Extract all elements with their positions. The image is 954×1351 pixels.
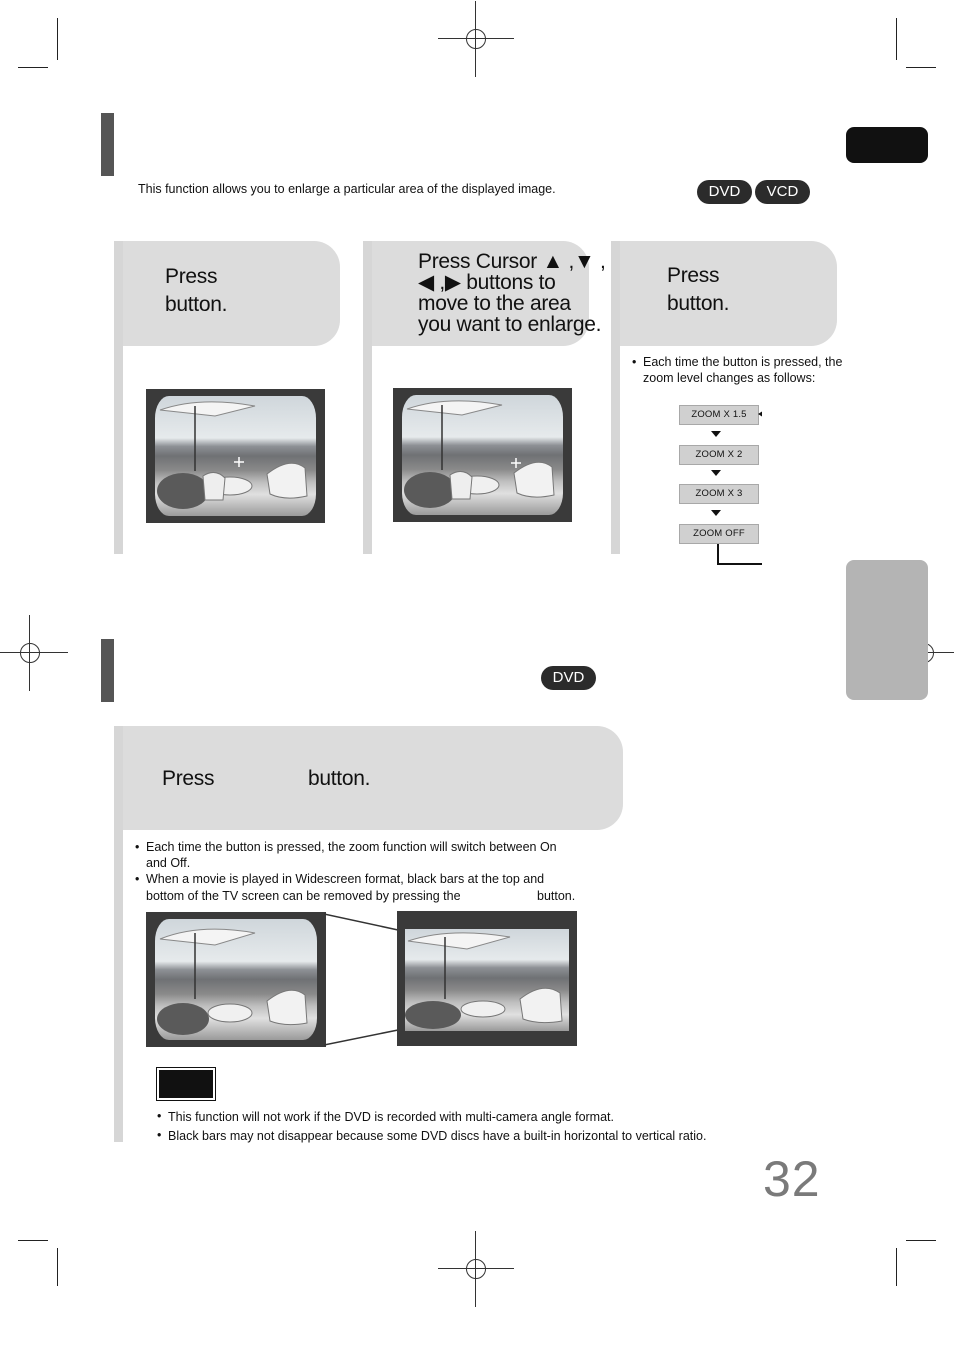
section-title-bar (101, 113, 114, 176)
intro-text: This function allows you to enlarge a particular area of the displayed image. (138, 182, 556, 196)
patio-image (155, 396, 316, 516)
bullet1-line1: Each time the button is pressed, the zoom function will switch between On (146, 840, 557, 854)
widescreen-before-photo (146, 912, 326, 1047)
step2-line2: ◀ ,▶ buttons to (418, 271, 556, 294)
zoom-level-off: ZOOM OFF (679, 524, 759, 544)
crop-mark (57, 1248, 58, 1286)
bullet-icon: • (157, 1109, 162, 1123)
step3-note-line1: Each time the button is pressed, the (643, 355, 843, 369)
crop-mark (906, 1240, 936, 1241)
bullet-icon: • (157, 1128, 162, 1142)
patio-image-enlarged (405, 929, 569, 1031)
step3-bar (611, 241, 620, 554)
umbrella-scene (155, 919, 317, 1040)
step1-press: Press (165, 265, 218, 288)
crop-mark (896, 18, 897, 60)
note-line1: This function will not work if the DVD is recorded with multi-camera angle format. (168, 1110, 614, 1124)
section2-button: button. (308, 767, 371, 790)
zoom-level-2: ZOOM X 2 (679, 445, 759, 465)
registration-mark (438, 1231, 514, 1307)
step3-button: button. (667, 292, 730, 315)
umbrella-scene (405, 929, 569, 1031)
bullet2-line2: bottom of the TV screen can be removed by pressing the (146, 889, 461, 903)
widescreen-after-photo (397, 911, 577, 1046)
dvd-badge: DVD (697, 180, 752, 204)
step1-bar (114, 241, 123, 554)
loop-arrow (712, 408, 762, 568)
zoom-level-3: ZOOM X 3 (679, 484, 759, 504)
step2-line4: you want to enlarge. (418, 313, 602, 336)
crop-mark (18, 1240, 48, 1241)
step1-photo (146, 389, 325, 523)
zoom-level-1: ZOOM X 1.5 (679, 405, 759, 425)
step3-bullet: • (632, 355, 637, 369)
crop-mark (906, 67, 936, 68)
bullet2-line3: button. (537, 889, 576, 903)
step1-button: button. (165, 293, 228, 316)
vcd-badge: VCD (755, 180, 810, 204)
step2-photo (393, 388, 572, 522)
page-number: 32 (763, 1151, 821, 1207)
umbrella-scene (155, 396, 316, 516)
step3-press: Press (667, 264, 720, 287)
step3-note-line2: zoom level changes as follows: (643, 371, 816, 385)
dvd-badge: DVD (541, 666, 596, 690)
section2-bar (114, 726, 123, 1142)
bullet-icon: • (135, 872, 140, 886)
crop-mark (18, 67, 48, 68)
step2-line1: Press Cursor ▲ ,▼ , (418, 250, 606, 273)
bullet-icon: • (135, 840, 140, 854)
registration-mark (438, 1, 514, 77)
patio-image (155, 919, 317, 1040)
note-line2: Black bars may not disappear because some DVD discs have a built-in horizontal to vertical ratio. (168, 1129, 707, 1143)
zoom-connector-lines (324, 910, 399, 1050)
bullet1-line2: and Off. (146, 856, 191, 870)
step2-bar (363, 241, 372, 554)
bullet2-line1: When a movie is played in Widescreen format, black bars at the top and (146, 872, 545, 886)
note-label-box (156, 1067, 216, 1101)
language-tab (846, 127, 928, 163)
chapter-side-tab (846, 560, 928, 700)
step2-line3: move to the area (418, 292, 571, 315)
crop-mark (896, 1248, 897, 1286)
section-title-bar (101, 639, 114, 702)
note-label-fill (159, 1070, 213, 1098)
section2-press: Press (162, 767, 215, 790)
crop-mark (57, 18, 58, 60)
registration-mark (0, 615, 68, 691)
umbrella-scene (402, 395, 563, 515)
patio-image (402, 395, 563, 515)
